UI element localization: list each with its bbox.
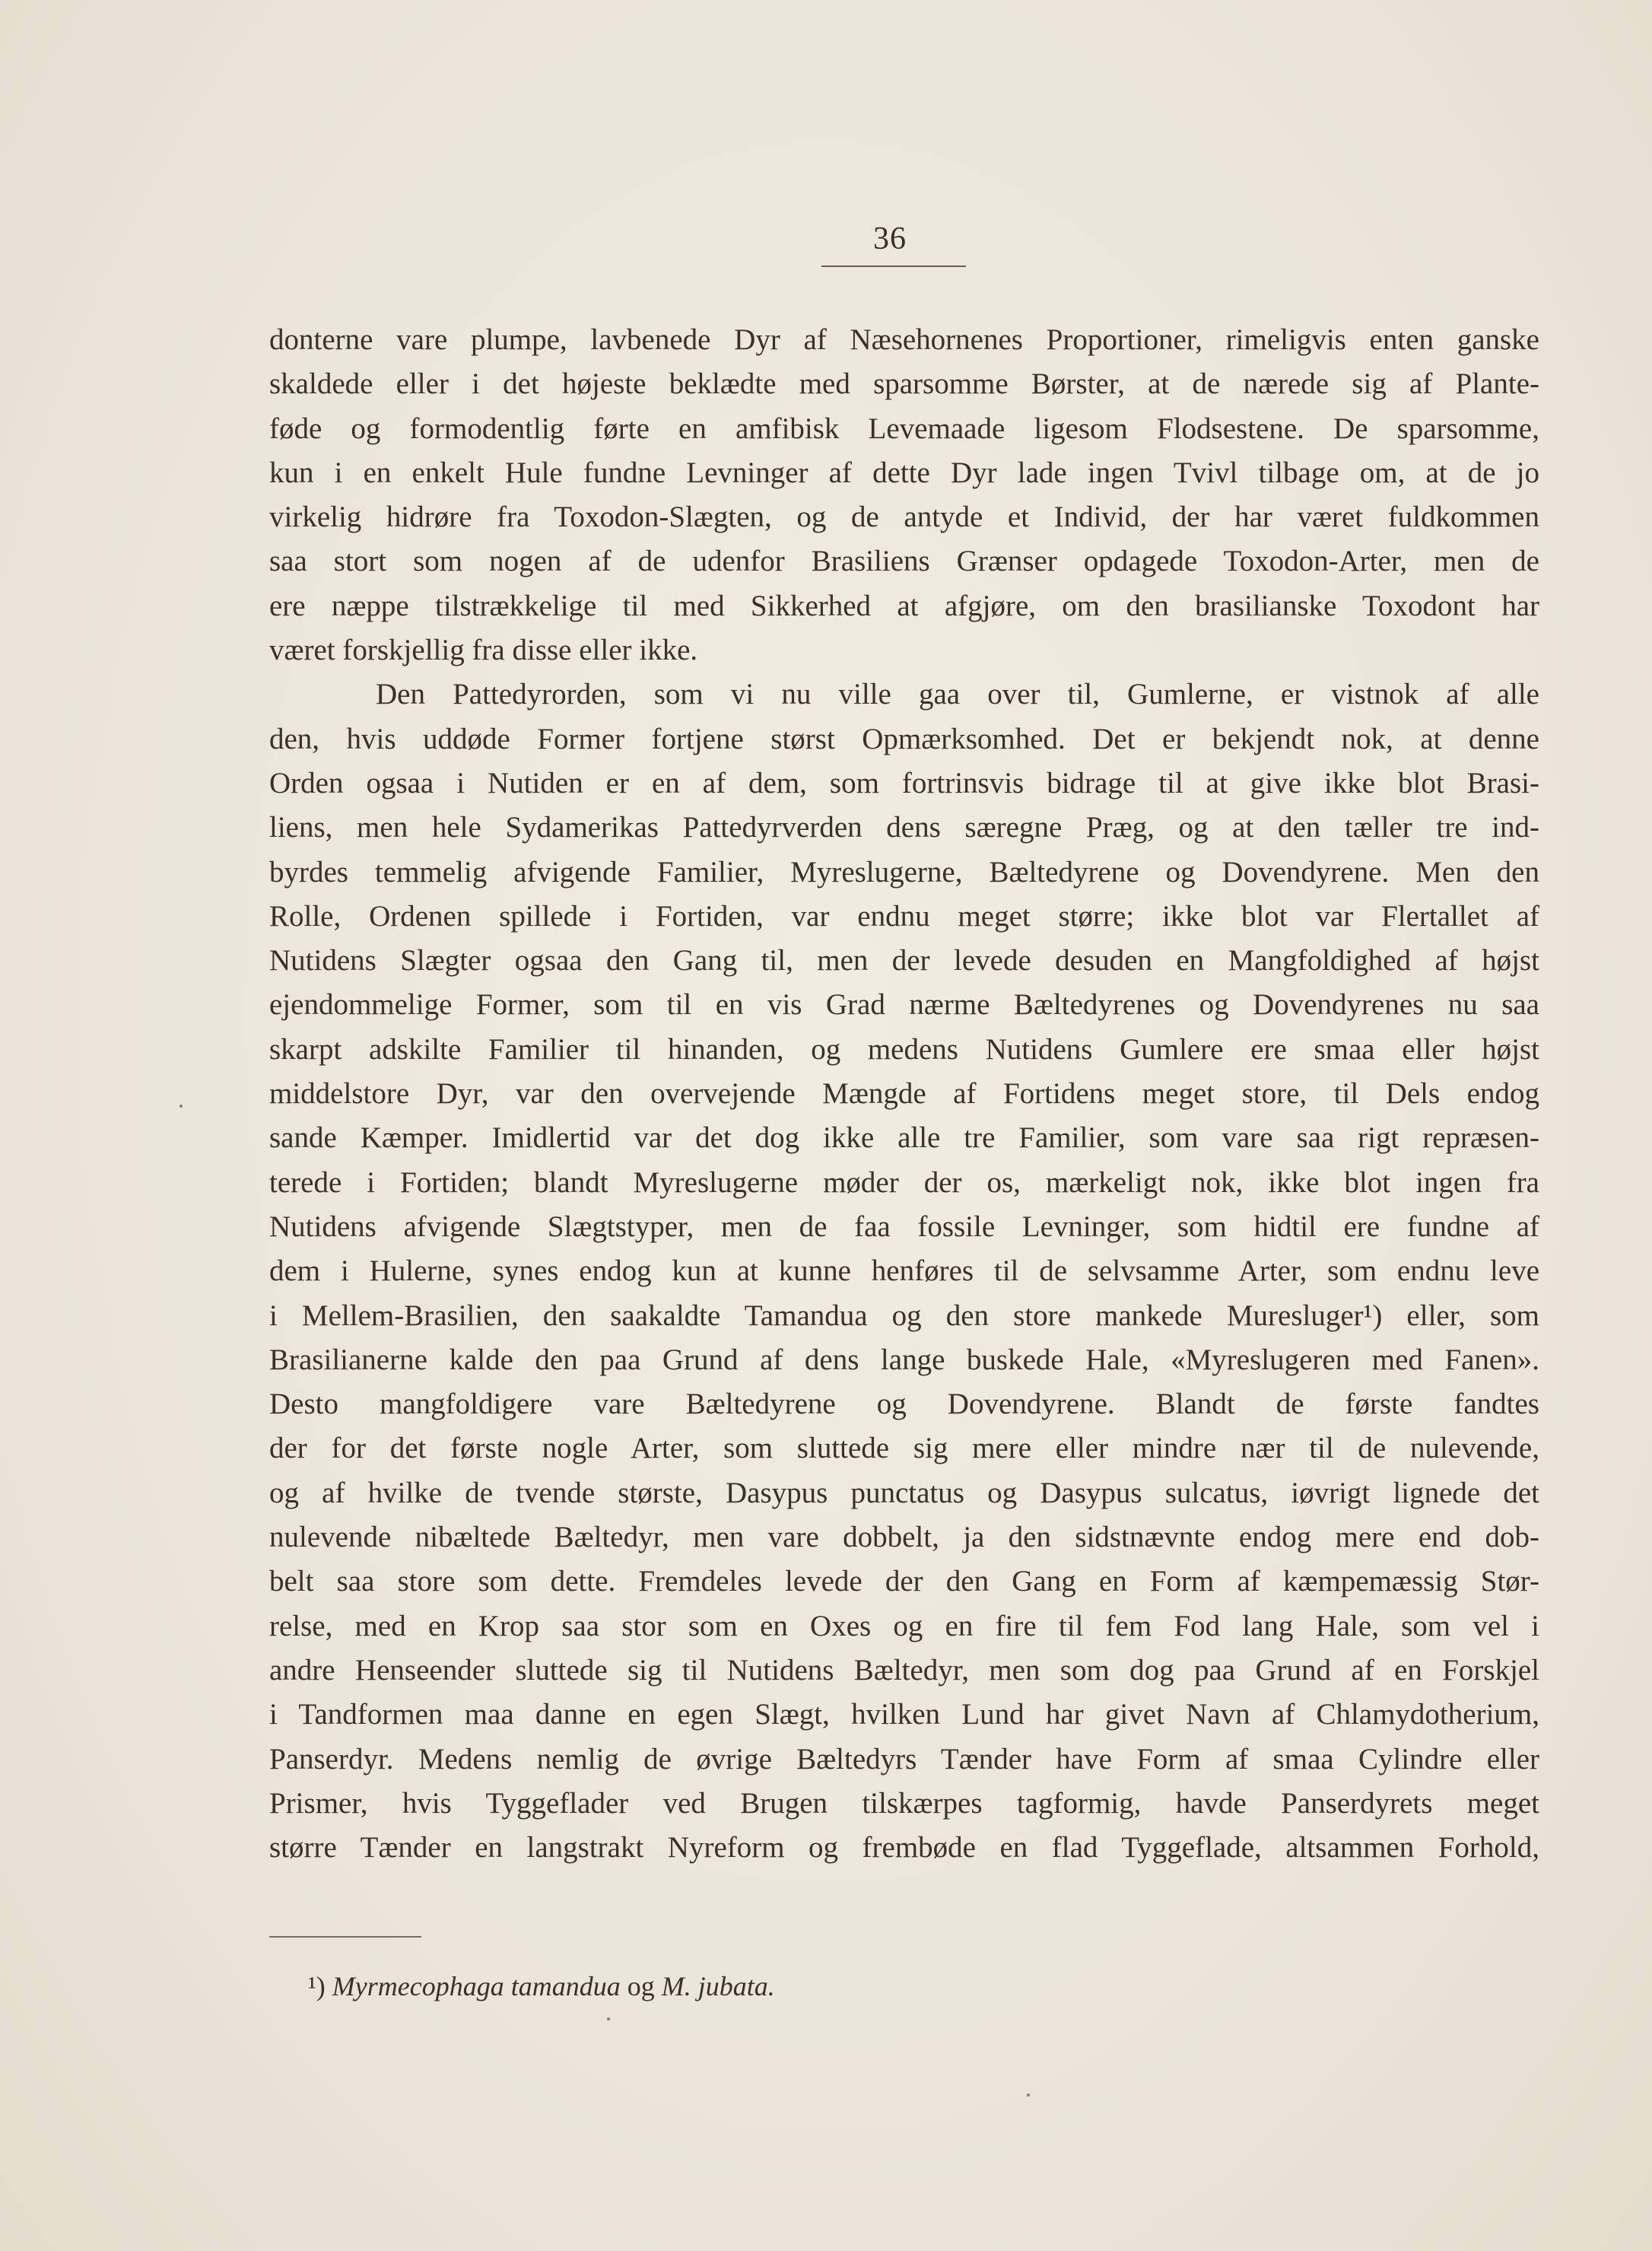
text-line: byrdes temmelig afvigende Familier, Myreslugerne, Bæltedyrene og Dovendyrene. Men den <box>269 855 1539 889</box>
paragraph-start-line: Den Pattedyrorden, som vi nu ville gaa over til, Gumlerne, er vistnok af alle <box>376 678 1539 711</box>
page-number-container <box>814 221 966 257</box>
text-line: Brasilianerne kalde den paa Grund af dens lange buskede Hale, «Myreslugeren med Fanen». <box>269 1343 1539 1376</box>
text-line: relse, med en Krop saa stor som en Oxes og en fire til fem Fod lang Hale, som vel i <box>269 1609 1539 1642</box>
footnote-marker: ¹) <box>308 1971 326 2001</box>
text-line: Nutidens Slægter ogsaa den Gang til, men der levede desuden en Mangfoldighed af højst <box>269 944 1539 978</box>
text-line: Rolle, Ordenen spillede i Fortiden, var endnu meget større; ikke blot var Flertallet af <box>269 899 1539 933</box>
paper-speck <box>607 2017 610 2020</box>
text-line: og af hvilke de tvende største, Dasypus punctatus og Dasypus sulcatus, iøvrigt lignede det <box>269 1476 1539 1509</box>
text-line: sande Kæmper. Imidlertid var det dog ikke alle tre Familier, som vare saa rigt repræsen- <box>269 1121 1539 1155</box>
text-line: liens, men hele Sydamerikas Pattedyrverden dens særegne Præg, og at den tæller tre ind- <box>269 811 1539 844</box>
footnote-separator <box>269 1936 421 1938</box>
text-line: Panserdyr. Medens nemlig de øvrige Bæltedyrs Tænder have Form af smaa Cylindre eller <box>269 1742 1539 1776</box>
paper-speck <box>179 1105 183 1108</box>
footnote-species-1: Myrmecophaga tamandua <box>332 1971 621 2001</box>
text-line: i Tandformen maa danne en egen Slægt, hvilken Lund har givet Navn af Chlamydotherium, <box>269 1698 1539 1731</box>
text-line: skarpt adskilte Familier til hinanden, og medens Nutidens Gumlere ere smaa eller højst <box>269 1032 1539 1066</box>
footnote <box>308 1970 775 2002</box>
footnote-conjunction: og <box>627 1971 655 2001</box>
text-line: donterne vare plumpe, lavbenede Dyr af Næsehornenes Proportioner, rimeligvis enten ganske <box>269 323 1539 356</box>
text-line: nulevende nibæltede Bæltedyr, men vare dobbelt, ja den sidstnævnte endog mere end dob- <box>269 1521 1539 1554</box>
text-line: den, hvis uddøde Former fortjene størst Opmærksomhed. Det er bekjendt nok, at denne <box>269 722 1539 755</box>
text-line: virkelig hidrøre fra Toxodon-Slægten, og de antyde et Individ, der har været fuldkommen <box>269 501 1539 534</box>
text-line: andre Henseender sluttede sig til Nutidens Bæltedyr, men som dog paa Grund af en Forskjel <box>269 1653 1539 1687</box>
text-line: Desto mangfoldigere vare Bæltedyrene og Dovendyrene. Blandt de første fandtes <box>269 1388 1539 1421</box>
text-line: skaldede eller i det højeste beklædte med sparsomme Børster, at de nærede sig af Plante- <box>269 367 1539 401</box>
text-line: Prismer, hvis Tyggeflader ved Brugen tilskærpes tagformig, havde Panserdyrets meget <box>269 1786 1539 1820</box>
body-text <box>269 318 1539 1870</box>
text-line: terede i Fortiden; blandt Myreslugerne møder der os, mærkeligt nok, ikke blot ingen fra <box>269 1165 1539 1199</box>
text-line: ere næppe tilstrækkelige til med Sikkerhed at afgjøre, om den brasilianske Toxodont har <box>269 589 1539 622</box>
text-line: større Tænder en langstrakt Nyreform og frembøde en flad Tyggeflade, altsammen Forhold, <box>269 1831 1539 1865</box>
text-line: middelstore Dyr, var den overvejende Mængde af Fortidens meget store, til Dels endog <box>269 1077 1539 1111</box>
text-line: saa stort som nogen af de udenfor Brasiliens Grænser opdagede Toxodon-Arter, men de <box>269 545 1539 578</box>
text-line: kun i en enkelt Hule fundne Levninger af dette Dyr lade ingen Tvivl tilbage om, at de jo <box>269 456 1539 489</box>
paper-speck <box>1027 2094 1030 2097</box>
footnote-species-2: M. jubata. <box>661 1971 775 2001</box>
text-line: ejendommelige Former, som til en vis Grad nærme Bæltedyrenes og Dovendyrenes nu saa <box>269 988 1539 1022</box>
text-line: føde og formodentlig førte en amfibisk Levemaade ligesom Flodsestene. De sparsomme, <box>269 412 1539 445</box>
text-line: der for det første nogle Arter, som sluttede sig mere eller mindre nær til de nulevende, <box>269 1432 1539 1465</box>
text-line: belt saa store som dette. Fremdeles levede der den Gang en Form af kæmpemæssig Stør- <box>269 1565 1539 1598</box>
text-line: været forskjellig fra disse eller ikke. <box>269 634 698 667</box>
text-line: Orden ogsaa i Nutiden er en af dem, som fortrinsvis bidrage til at give ikke blot Brasi- <box>269 766 1539 800</box>
text-line: dem i Hulerne, synes endog kun at kunne henføres til de selvsamme Arter, som endnu leve <box>269 1254 1539 1288</box>
text-line: Nutidens afvigende Slægtstyper, men de faa fossile Levninger, som hidtil ere fundne af <box>269 1210 1539 1243</box>
text-line: i Mellem-Brasilien, den saakaldte Tamandua og den store mankede Muresluger¹) eller, som <box>269 1299 1539 1332</box>
page-number-underline <box>821 265 966 267</box>
page-number: 36 <box>873 221 907 256</box>
